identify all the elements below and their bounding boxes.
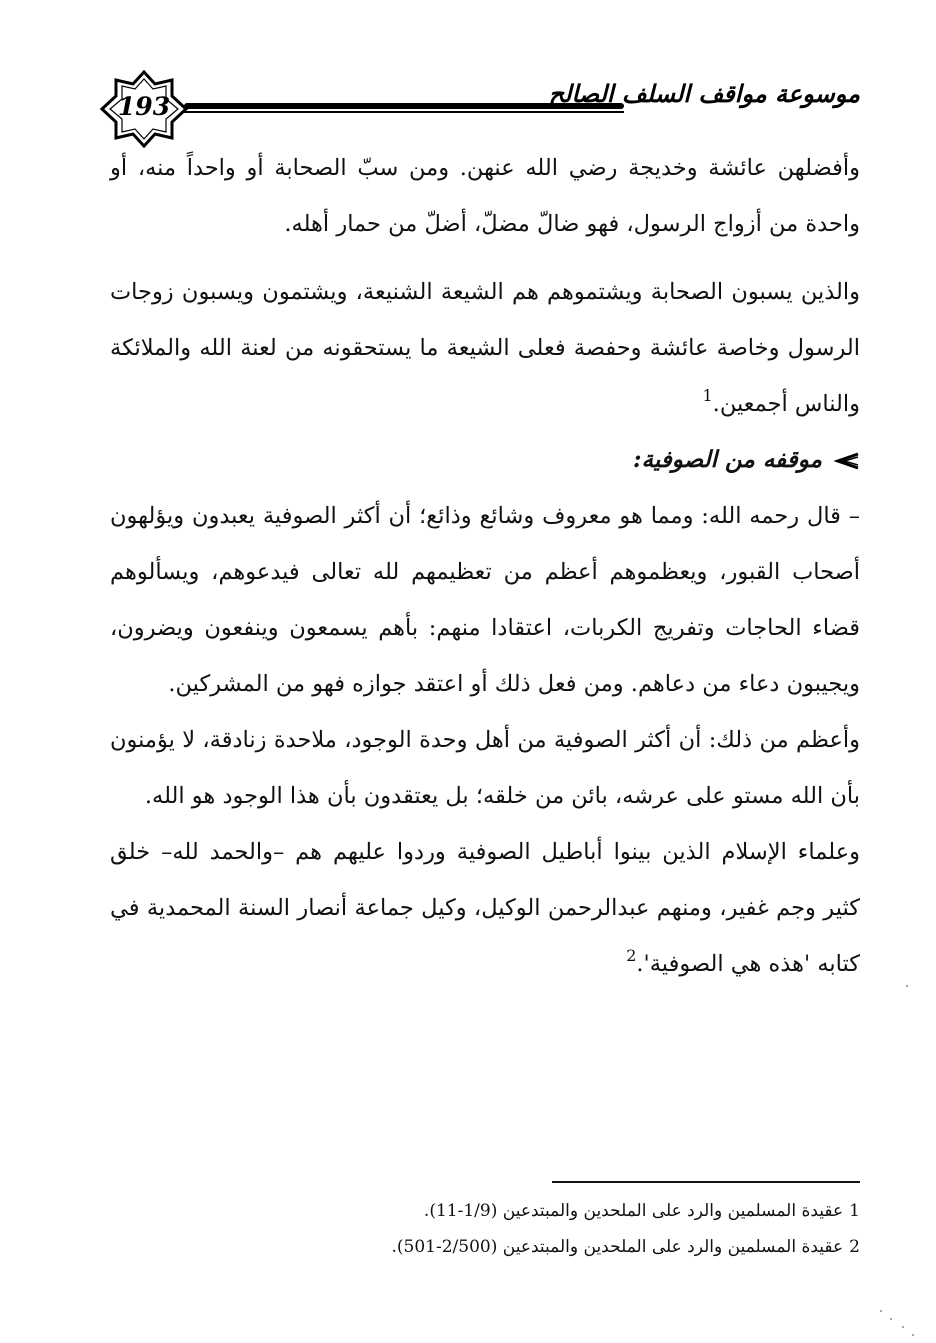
- footnote-number: 2: [849, 1237, 860, 1257]
- page-number: 193: [117, 92, 171, 121]
- paragraph: وأفضلهن عائشة وخديجة رضي الله عنهن. ومن سبّ الصحابة أو واحداً منه، أو واحدة من أزواج الرسول، فهو ضالّ مضلّ، أضلّ من حمار أهله.: [110, 155, 860, 237]
- paragraph: – قال رحمه الله: ومما هو معروف وشائع وذائع؛ أن أكثر الصوفية يعبدون ويؤلهون أصحاب القبور، ويعظموهم أعظم من تعظيمهم لله تعالى فيدعوهم، ويسألوهم قضاء الحاجات وتفريج الكربات، اعتقادا منهم: بأهم يسمعون وينفعون ويضرون، ويجيبون دعاء من دعاهم. ومن فعل ذلك أو اعتقد جوازه فهو من المشركين.: [110, 503, 860, 697]
- footnote-text: عقيدة المسلمين والرد على الملحدين والمبتدعين (1/9-11).: [423, 1201, 844, 1221]
- body-text: [110, 140, 860, 992]
- scan-speck: [890, 1318, 892, 1320]
- paragraph-text: والذين يسبون الصحابة ويشتموهم هم الشيعة الشنيعة، ويشتمون ويسبون زوجات الرسول وخاصة عائشة وحفصة فعلى الشيعة ما يستحقونه من لعنة الله والملائكة والناس أجمعين.: [110, 279, 860, 417]
- footnote-text: عقيدة المسلمين والرد على الملحدين والمبتدعين (2/500-501).: [391, 1237, 844, 1257]
- scan-speck: [902, 1326, 904, 1328]
- book-title: موسوعة مواقف السلف الصالح: [548, 80, 860, 108]
- section-heading: [110, 432, 860, 488]
- paragraph: [110, 264, 860, 432]
- scan-speck: [880, 1310, 882, 1312]
- scan-speck: [906, 985, 908, 987]
- footnote-ref[interactable]: 1: [702, 386, 713, 405]
- footnote: [300, 1229, 860, 1265]
- footnote-ref[interactable]: 2: [626, 946, 637, 965]
- footnote-number: 1: [849, 1201, 860, 1221]
- page-header: [100, 70, 860, 150]
- footnote-rule: [552, 1181, 860, 1183]
- paragraph: وأعظم من ذلك: أن أكثر الصوفية من أهل وحدة الوجود، ملاحدة زنادقة، لا يؤمنون بأن الله مستو على عرشه، بائن من خلقه؛ بل يعتقدون بأن هذا الوجود هو الله.: [110, 727, 860, 809]
- page-number-badge: [100, 70, 188, 148]
- section-heading-text: موقفه من الصوفية:: [633, 446, 822, 473]
- paragraph-text: وعلماء الإسلام الذين بينوا أباطيل الصوفية وردوا عليهم هم –والحمد لله– خلق كثير وجم غفير، ومنهم عبدالرحمن الوكيل، وكيل جماعة أنصار السنة المحمدية في كتابه 'هذه هي الصوفية'.: [110, 839, 860, 977]
- scan-speck: [912, 1334, 914, 1336]
- arrow-bullet-icon: [834, 452, 860, 470]
- footnotes: [300, 1193, 860, 1265]
- footnote: [300, 1193, 860, 1229]
- paragraph: [110, 824, 860, 992]
